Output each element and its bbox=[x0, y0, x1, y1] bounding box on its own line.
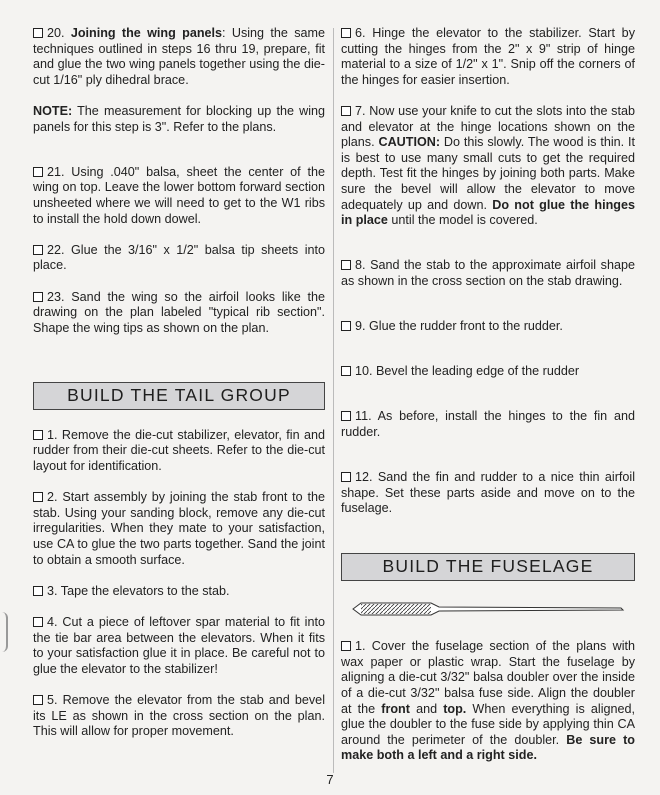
step-22: 22. Glue the 3/16" x 1/2" balsa tip sheets into place. bbox=[33, 242, 325, 273]
tail-step-7: 7. Now use your knife to cut the slots into the stab and elevator at the hinge locations shown on the plans. CAUTION: Do this slowly. The wood is thin. It is best to use many small cuts to get the required depth. Test fit the hinges by joining both parts. Make sure the bevel will allow the elevator to move adequately up and down. Do not glue the hinges in place until the model is covered. bbox=[341, 103, 636, 228]
checkbox-icon bbox=[341, 366, 351, 376]
tail-step-6: 6. Hinge the elevator to the stabilizer. Start by cutting the hinges from the 2" x 9" strip of hinge material to a size of 1/2" x 1". Snip off the corners of the hinges for easier insertion. bbox=[341, 26, 635, 87]
checkbox-icon bbox=[33, 245, 43, 255]
fuselage-step-1: 1. Cover the fuselage section of the plans with wax paper or plastic wrap. Start the fuselage by aligning a die-cut 3/32" balsa doubler over the inside of a die-cut 3/32" balsa fuse side. Align the doubler at the front and top. When everything is aligned, glue the doubler to the fuse side by applying thin CA around the perimeter of the doubler. Be sure to make both a left and a right side. bbox=[341, 639, 636, 763]
column-divider bbox=[333, 28, 334, 773]
checkbox-icon bbox=[341, 28, 351, 38]
tail-step-3: 3. Tape the elevators to the stab. bbox=[33, 584, 325, 600]
checkbox-icon bbox=[33, 617, 43, 627]
checkbox-icon bbox=[341, 106, 351, 116]
checkbox-icon bbox=[341, 411, 351, 421]
tail-step-11: 11. As before, install the hinges to the fin and rudder. bbox=[341, 409, 635, 440]
checkbox-icon bbox=[33, 492, 43, 502]
page-number: 7 bbox=[326, 772, 334, 787]
checkbox-icon bbox=[33, 28, 43, 38]
checkbox-icon bbox=[341, 260, 351, 270]
sanding-file-illustration bbox=[351, 599, 635, 624]
checkbox-icon bbox=[33, 167, 43, 177]
checkbox-icon bbox=[33, 430, 43, 440]
sanding-file-icon bbox=[351, 599, 631, 619]
tail-step-2: 2. Start assembly by joining the stab front to the stab. Using your sanding block, remove any die-cut irregularities. When they mate to your satisfaction, use CA to glue the two parts together. Sand the joint to obtain a smooth surface. bbox=[33, 490, 325, 567]
tail-step-9: 9. Glue the rudder front to the rudder. bbox=[341, 319, 635, 335]
binding-mark bbox=[0, 612, 8, 652]
step-21: 21. Using .040" balsa, sheet the center of the wing on top. Leave the lower bottom forward section unsheeted where we will need to get to the W1 ribs to install the hold down dowel. bbox=[33, 164, 325, 226]
checkbox-icon bbox=[33, 695, 43, 705]
right-column bbox=[341, 26, 635, 780]
tail-step-10: 10. Bevel the leading edge of the rudder bbox=[341, 364, 635, 380]
left-column bbox=[33, 26, 325, 755]
section-banner-fuselage: BUILD THE FUSELAGE bbox=[341, 553, 635, 581]
checkbox-icon bbox=[33, 586, 43, 596]
checkbox-icon bbox=[341, 472, 351, 482]
tail-step-8: 8. Sand the stab to the approximate airfoil shape as shown in the cross section on the stab drawing. bbox=[341, 258, 635, 288]
note: NOTE: The measurement for blocking up the wing panels for this step is 3". Refer to the plans. bbox=[33, 103, 325, 134]
tail-step-5: 5. Remove the elevator from the stab and bevel its LE as shown in the cross section on the plan. This will allow for proper movement. bbox=[33, 692, 325, 739]
tail-step-1: 1. Remove the die-cut stabilizer, elevator, fin and rudder from their die-cut sheets. Refer to the die-cut layout for identification. bbox=[33, 427, 325, 474]
checkbox-icon bbox=[341, 321, 351, 331]
section-banner-tail-group: BUILD THE TAIL GROUP bbox=[33, 382, 325, 410]
step-20: 20. Joining the wing panels: Using the same techniques outlined in steps 16 thru 19, prepare, fit and glue the two wing panels together using the die-cut 1/16" ply dihedral brace. bbox=[33, 26, 325, 87]
checkbox-icon bbox=[341, 641, 351, 651]
checkbox-icon bbox=[33, 292, 43, 302]
step-23: 23. Sand the wing so the airfoil looks like the drawing on the plan labeled "typical rib section". Shape the wing tips as shown on the plan. bbox=[33, 289, 325, 335]
tail-step-12: 12. Sand the fin and rudder to a nice thin airfoil shape. Set these parts aside and move on to the fuselage. bbox=[341, 470, 635, 516]
tail-step-4: 4. Cut a piece of leftover spar material to fit into the tie bar area between the elevators. When it fits to your satisfaction glue it in place. Be careful not to glue the elevator to the stabilizer! bbox=[33, 615, 325, 676]
